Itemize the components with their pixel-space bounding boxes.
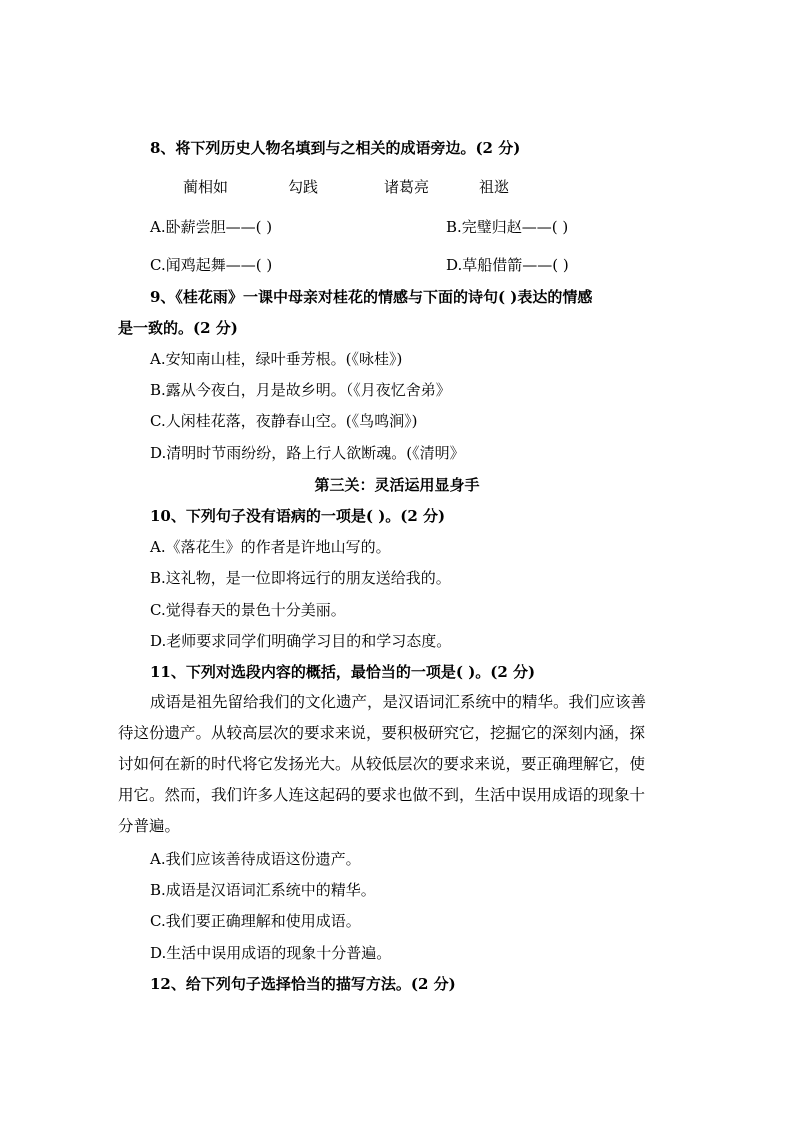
q8-name-3: 诸葛亮 bbox=[384, 178, 430, 196]
q9-title-line2: 是一致的。(2 分) bbox=[118, 319, 238, 337]
q9-title-line1: 9、《桂花雨》一课中母亲对桂花的情感与下面的诗句( )表达的情感 bbox=[150, 288, 593, 306]
q9-option-b: B.露从今夜白，月是故乡明。（《月夜忆舍弟》 bbox=[150, 381, 451, 399]
q8-title: 8、将下列历史人物名填到与之相关的成语旁边。(2 分) bbox=[150, 139, 521, 157]
q12-title: 12、给下列句子选择恰当的描写方法。(2 分) bbox=[150, 975, 456, 993]
q8-option-b: B.完璧归赵——( ) bbox=[446, 218, 569, 236]
q11-passage-line-4: 用它。然而，我们许多人连这起码的要求也做不到，生活中误用成语的现象十 bbox=[118, 786, 646, 804]
q11-option-c: C.我们要正确理解和使用成语。 bbox=[150, 912, 361, 930]
q10-option-c: C.觉得春天的景色十分美丽。 bbox=[150, 601, 346, 619]
q11-option-a: A.我们应该善待成语这份遗产。 bbox=[150, 850, 361, 868]
q11-passage bbox=[118, 687, 678, 842]
q11-title: 11、下列对选段内容的概括，最恰当的一项是( )。(2 分) bbox=[150, 663, 536, 681]
q10-title: 10、下列句子没有语病的一项是( )。(2 分) bbox=[150, 507, 446, 525]
q8-name-1: 蔺相如 bbox=[183, 178, 229, 196]
q9-option-d: D.清明时节雨纷纷，路上行人欲断魂。(《清明》 bbox=[150, 444, 465, 462]
q11-passage-line-3: 讨如何在新的时代将它发扬光大。从较低层次的要求来说，要正确理解它，使 bbox=[118, 755, 646, 773]
q11-option-d: D.生活中误用成语的现象十分普遍。 bbox=[150, 944, 392, 962]
q11-passage-line-2: 待这份遗产。从较高层次的要求来说，要积极研究它，挖掘它的深刻内涵，探 bbox=[118, 724, 646, 742]
q8-option-d: D.草船借箭——( ) bbox=[446, 256, 569, 274]
q9-option-c: C.人闲桂花落，夜静春山空。(《鸟鸣涧》) bbox=[150, 412, 418, 430]
q10-option-b: B.这礼物，是一位即将远行的朋友送给我的。 bbox=[150, 569, 451, 587]
q10-option-d: D.老师要求同学们明确学习目的和学习态度。 bbox=[150, 632, 452, 650]
q11-passage-line-1: 成语是祖先留给我们的文化遗产，是汉语词汇系统中的精华。我们应该善 bbox=[150, 693, 647, 711]
q11-passage-line-5: 分普遍。 bbox=[118, 817, 181, 835]
q8-option-c: C.闻鸡起舞——( ) bbox=[150, 256, 273, 274]
q8-name-2: 勾践 bbox=[288, 178, 319, 196]
q8-option-a: A.卧薪尝胆——( ) bbox=[150, 218, 273, 236]
q9-option-a: A.安知南山桂，绿叶垂芳根。(《咏桂》) bbox=[150, 350, 403, 368]
q11-option-b: B.成语是汉语词汇系统中的精华。 bbox=[150, 881, 376, 899]
q8-name-4: 祖逖 bbox=[479, 178, 510, 196]
section-3-heading: 第三关：灵活运用显身手 bbox=[314, 476, 480, 494]
q10-option-a: A.《落花生》的作者是许地山写的。 bbox=[150, 538, 391, 556]
